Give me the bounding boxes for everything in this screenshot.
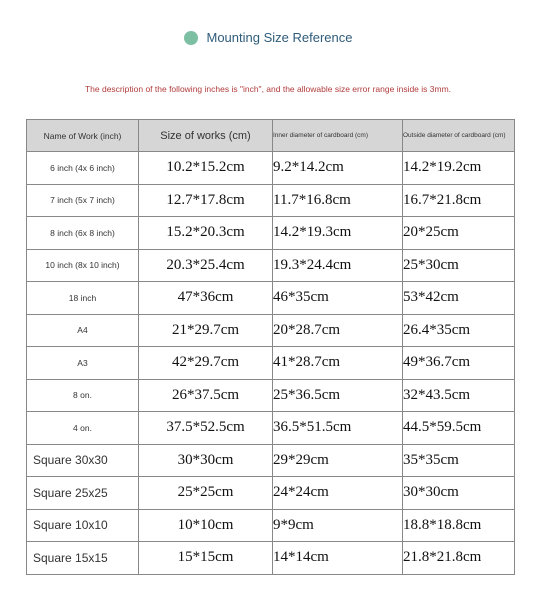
cell-name: A3 [27,347,139,380]
table-row [27,412,515,445]
cell-size: 10*10cm [139,509,273,542]
cell-size: 15*15cm [139,542,273,575]
cell-size: 47*36cm [139,282,273,315]
cell-size: 21*29.7cm [139,314,273,347]
cell-size: 15.2*20.3cm [139,217,273,250]
cell-name: Square 10x10 [27,509,139,542]
cell-name: 6 inch (4x 6 inch) [27,152,139,185]
cell-name: Square 30x30 [27,444,139,477]
cell-inner: 20*28.7cm [273,314,403,347]
cell-size: 26*37.5cm [139,379,273,412]
size-table [26,119,515,575]
table-row [27,249,515,282]
cell-name: Square 15x15 [27,542,139,575]
cell-outer: 14.2*19.2cm [403,152,515,185]
cell-outer: 53*42cm [403,282,515,315]
cell-inner: 9.2*14.2cm [273,152,403,185]
table-row [27,152,515,185]
table-header-row [27,120,515,152]
cell-name: 18 inch [27,282,139,315]
table-row [27,282,515,315]
cell-size: 20.3*25.4cm [139,249,273,282]
cell-name: 4 on. [27,412,139,445]
cell-name: 10 inch (8x 10 inch) [27,249,139,282]
cell-inner: 41*28.7cm [273,347,403,380]
cell-inner: 11.7*16.8cm [273,184,403,217]
cell-inner: 14.2*19.3cm [273,217,403,250]
cell-inner: 14*14cm [273,542,403,575]
header [0,30,536,45]
cell-name: Square 25x25 [27,477,139,510]
cell-outer: 20*25cm [403,217,515,250]
page-title: Mounting Size Reference [206,30,353,45]
table-row [27,217,515,250]
cell-outer: 44.5*59.5cm [403,412,515,445]
cell-outer: 18.8*18.8cm [403,509,515,542]
cell-outer: 30*30cm [403,477,515,510]
cell-inner: 24*24cm [273,477,403,510]
cell-size: 37.5*52.5cm [139,412,273,445]
column-header-size: Size of works (cm) [139,120,273,152]
cell-size: 25*25cm [139,477,273,510]
column-header-name: Name of Work (inch) [27,120,139,152]
cell-size: 30*30cm [139,444,273,477]
table-row [27,314,515,347]
table-row [27,184,515,217]
cell-size: 12.7*17.8cm [139,184,273,217]
table-row [27,509,515,542]
column-header-inner: Inner diameter of cardboard (cm) [273,120,403,152]
table-row [27,379,515,412]
cell-size: 42*29.7cm [139,347,273,380]
cell-size: 10.2*15.2cm [139,152,273,185]
cell-outer: 26.4*35cm [403,314,515,347]
cell-name: 7 inch (5x 7 inch) [27,184,139,217]
circle-bullet-icon [184,31,198,45]
cell-outer: 32*43.5cm [403,379,515,412]
cell-inner: 29*29cm [273,444,403,477]
cell-inner: 19.3*24.4cm [273,249,403,282]
cell-outer: 49*36.7cm [403,347,515,380]
cell-inner: 36.5*51.5cm [273,412,403,445]
cell-name: 8 on. [27,379,139,412]
cell-outer: 16.7*21.8cm [403,184,515,217]
cell-outer: 21.8*21.8cm [403,542,515,575]
cell-inner: 9*9cm [273,509,403,542]
cell-outer: 25*30cm [403,249,515,282]
tolerance-note: The description of the following inches is "inch", and the allowable size error range inside is 3mm. [84,84,452,94]
cell-name: 8 inch (6x 8 inch) [27,217,139,250]
table-row [27,347,515,380]
table-row [27,444,515,477]
cell-inner: 46*35cm [273,282,403,315]
cell-name: A4 [27,314,139,347]
cell-outer: 35*35cm [403,444,515,477]
cell-inner: 25*36.5cm [273,379,403,412]
table-row [27,542,515,575]
table-row [27,477,515,510]
column-header-outer: Outside diameter of cardboard (cm) [403,120,515,152]
